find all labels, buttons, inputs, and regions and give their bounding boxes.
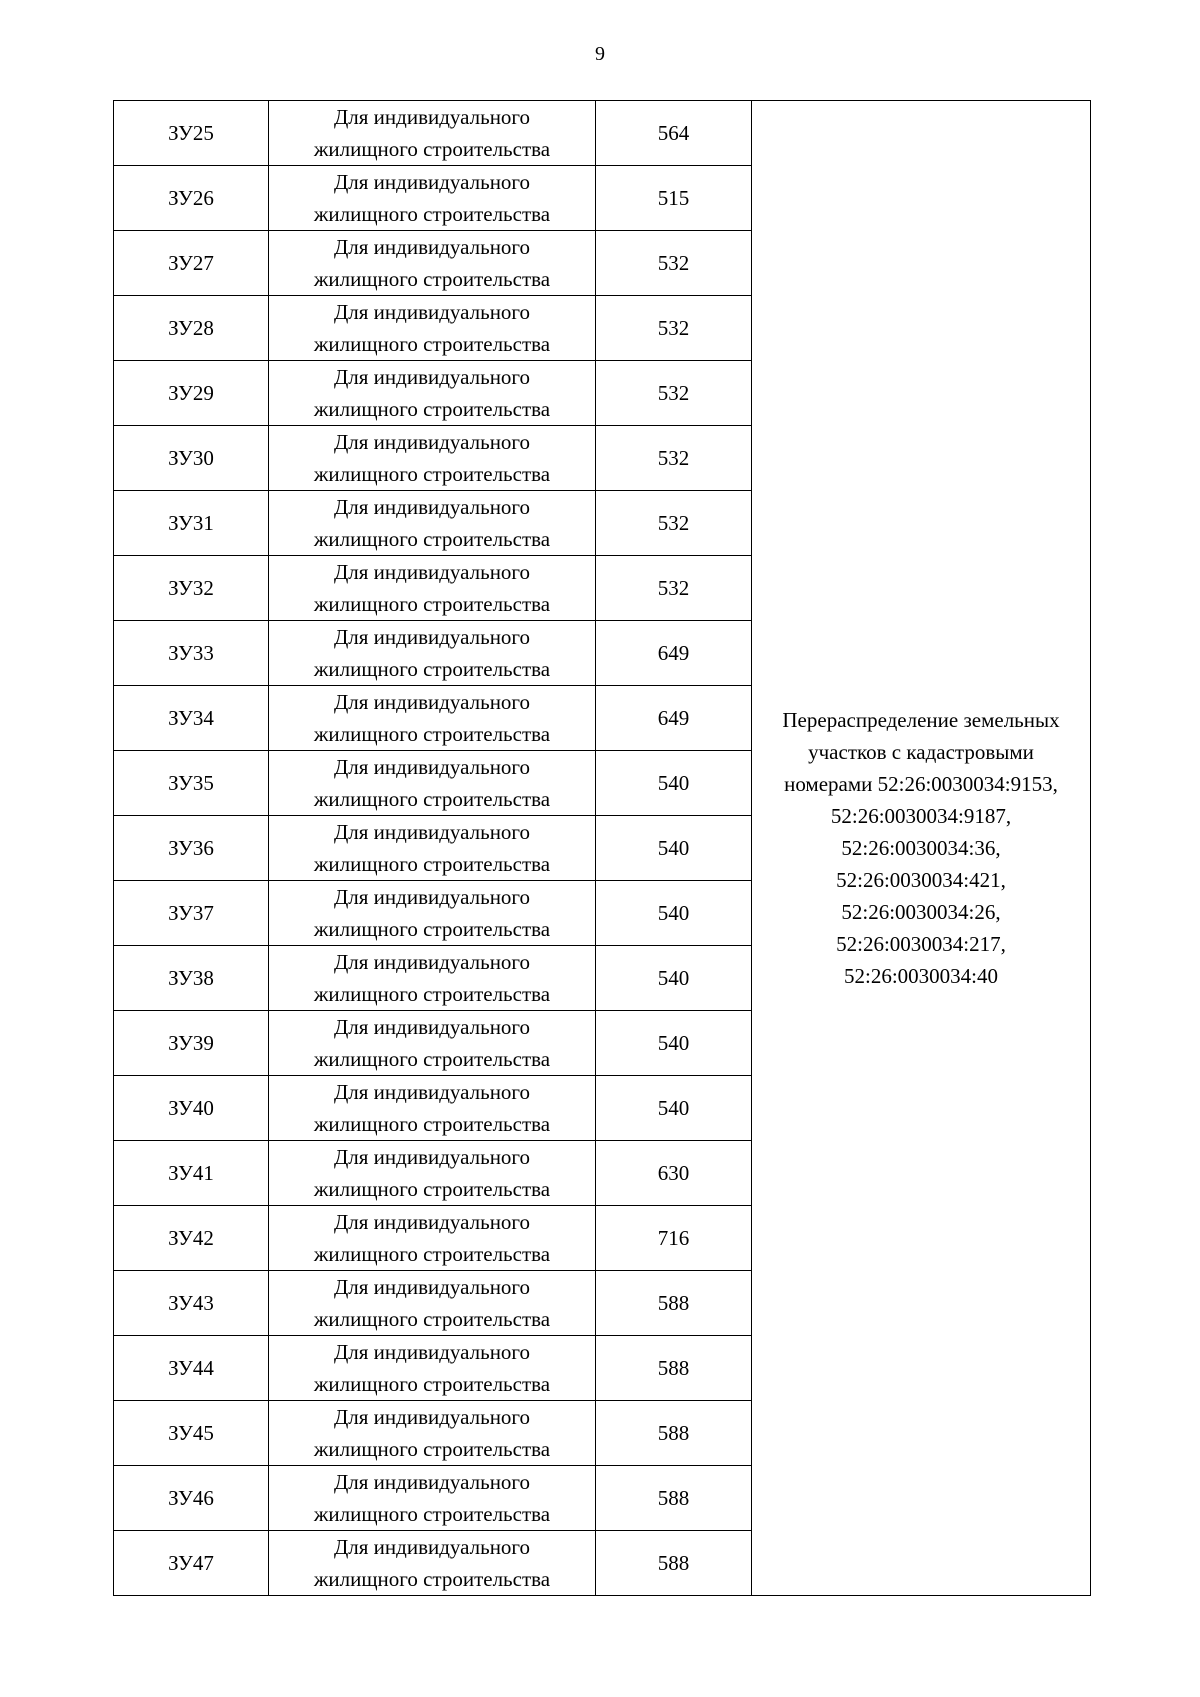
- plot-id-cell: ЗУ27: [114, 231, 269, 296]
- plot-use-line: Для индивидуального: [333, 170, 531, 194]
- plot-id-cell: ЗУ26: [114, 166, 269, 231]
- plot-id-cell: ЗУ29: [114, 361, 269, 426]
- plot-area-cell: 532: [596, 231, 752, 296]
- plot-id-cell: ЗУ25: [114, 101, 269, 166]
- plot-area-cell: 540: [596, 1076, 752, 1141]
- plot-id-cell: ЗУ41: [114, 1141, 269, 1206]
- plot-use-cell: [269, 491, 596, 556]
- plot-id-cell: ЗУ28: [114, 296, 269, 361]
- plot-id-cell: ЗУ38: [114, 946, 269, 1011]
- redistribution-note-line: 52:26:0030034:40: [843, 964, 998, 988]
- plot-use-cell: [269, 1531, 596, 1596]
- plot-id-cell: ЗУ40: [114, 1076, 269, 1141]
- plot-use-line: Для индивидуального: [333, 755, 531, 779]
- plot-use-line: Для индивидуального: [333, 690, 531, 714]
- plot-use-line: Для индивидуального: [333, 1405, 531, 1429]
- plot-use-line: Для индивидуального: [333, 625, 531, 649]
- plot-id-cell: ЗУ37: [114, 881, 269, 946]
- plot-use-line: жилищного строительства: [313, 592, 551, 616]
- redistribution-note-line: 52:26:0030034:217,: [836, 932, 1006, 956]
- plot-use-cell: [269, 101, 596, 166]
- plot-use-cell: [269, 1141, 596, 1206]
- plot-use-line: Для индивидуального: [333, 1210, 531, 1234]
- plot-area-cell: 540: [596, 881, 752, 946]
- plot-use-line: Для индивидуального: [333, 235, 531, 259]
- redistribution-note-line: 52:26:0030034:421,: [836, 868, 1006, 892]
- redistribution-note-line: номерами 52:26:0030034:9153,: [784, 772, 1058, 796]
- plot-area-cell: 716: [596, 1206, 752, 1271]
- page-number: 9: [595, 43, 605, 65]
- plot-area-cell: 588: [596, 1466, 752, 1531]
- plot-use-line: Для индивидуального: [333, 300, 531, 324]
- redistribution-note-line: 52:26:0030034:36,: [841, 836, 1001, 860]
- plot-use-cell: [269, 1076, 596, 1141]
- plot-area-cell: 649: [596, 621, 752, 686]
- plot-area-cell: 532: [596, 426, 752, 491]
- plot-use-cell: [269, 166, 596, 231]
- plot-id-cell: ЗУ43: [114, 1271, 269, 1336]
- plot-use-line: Для индивидуального: [333, 430, 531, 454]
- plot-use-line: жилищного строительства: [313, 982, 551, 1006]
- plot-use-line: Для индивидуального: [333, 365, 531, 389]
- redistribution-note-line: участков с кадастровыми: [808, 740, 1034, 764]
- plot-use-line: Для индивидуального: [333, 1145, 531, 1169]
- plot-use-line: Для индивидуального: [333, 105, 531, 129]
- plot-area-cell: 588: [596, 1401, 752, 1466]
- plot-use-line: жилищного строительства: [313, 267, 551, 291]
- plot-use-line: Для индивидуального: [333, 1470, 531, 1494]
- plot-id-cell: ЗУ30: [114, 426, 269, 491]
- plot-id-cell: ЗУ47: [114, 1531, 269, 1596]
- plot-id-cell: ЗУ33: [114, 621, 269, 686]
- plot-use-cell: [269, 1206, 596, 1271]
- plot-area-cell: 540: [596, 816, 752, 881]
- plot-use-line: Для индивидуального: [333, 1015, 531, 1039]
- plot-use-line: Для индивидуального: [333, 560, 531, 584]
- plot-id-cell: ЗУ34: [114, 686, 269, 751]
- plot-use-cell: [269, 1011, 596, 1076]
- plot-use-line: Для индивидуального: [333, 885, 531, 909]
- plot-use-cell: [269, 621, 596, 686]
- plot-use-line: Для индивидуального: [333, 1340, 531, 1364]
- plot-use-cell: [269, 881, 596, 946]
- plot-use-line: жилищного строительства: [313, 722, 551, 746]
- redistribution-note-line: 52:26:0030034:9187,: [830, 804, 1012, 828]
- plot-id-cell: ЗУ44: [114, 1336, 269, 1401]
- plot-use-line: жилищного строительства: [313, 1177, 551, 1201]
- plot-area-cell: 630: [596, 1141, 752, 1206]
- plot-id-cell: ЗУ32: [114, 556, 269, 621]
- redistribution-note-line: Перераспределение земельных: [782, 708, 1060, 732]
- plot-area-cell: 588: [596, 1271, 752, 1336]
- plot-use-line: Для индивидуального: [333, 950, 531, 974]
- plot-use-cell: [269, 556, 596, 621]
- plot-use-cell: [269, 946, 596, 1011]
- plot-use-line: Для индивидуального: [333, 1080, 531, 1104]
- plot-use-line: жилищного строительства: [313, 332, 551, 356]
- plot-use-cell: [269, 231, 596, 296]
- plot-use-line: жилищного строительства: [313, 657, 551, 681]
- plot-use-line: жилищного строительства: [313, 917, 551, 941]
- plot-use-line: Для индивидуального: [333, 1275, 531, 1299]
- plot-use-line: Для индивидуального: [333, 1535, 531, 1559]
- plot-use-line: жилищного строительства: [313, 1112, 551, 1136]
- plot-area-cell: 540: [596, 1011, 752, 1076]
- plot-use-line: жилищного строительства: [313, 1502, 551, 1526]
- plot-area-cell: 515: [596, 166, 752, 231]
- plot-use-line: Для индивидуального: [333, 820, 531, 844]
- plot-id-cell: ЗУ35: [114, 751, 269, 816]
- plot-use-line: жилищного строительства: [313, 137, 551, 161]
- plot-use-cell: [269, 1336, 596, 1401]
- plot-use-line: жилищного строительства: [313, 787, 551, 811]
- plot-area-cell: 564: [596, 101, 752, 166]
- plot-use-cell: [269, 296, 596, 361]
- plot-use-line: жилищного строительства: [313, 1307, 551, 1331]
- land-plots-table-body: [114, 101, 1091, 1596]
- plot-id-cell: ЗУ46: [114, 1466, 269, 1531]
- plot-use-line: жилищного строительства: [313, 1242, 551, 1266]
- plot-use-line: жилищного строительства: [313, 462, 551, 486]
- plot-use-line: жилищного строительства: [313, 397, 551, 421]
- plot-id-cell: ЗУ39: [114, 1011, 269, 1076]
- plot-area-cell: 588: [596, 1531, 752, 1596]
- plot-area-cell: 532: [596, 361, 752, 426]
- plot-use-cell: [269, 816, 596, 881]
- plot-use-line: жилищного строительства: [313, 1437, 551, 1461]
- plot-area-cell: 532: [596, 296, 752, 361]
- plot-use-line: жилищного строительства: [313, 527, 551, 551]
- plot-area-cell: 532: [596, 556, 752, 621]
- plot-id-cell: ЗУ45: [114, 1401, 269, 1466]
- plot-area-cell: 649: [596, 686, 752, 751]
- plot-use-cell: [269, 1401, 596, 1466]
- plot-use-line: жилищного строительства: [313, 1567, 551, 1591]
- plot-use-cell: [269, 751, 596, 816]
- plot-id-cell: ЗУ42: [114, 1206, 269, 1271]
- plot-use-line: жилищного строительства: [313, 852, 551, 876]
- plot-id-cell: ЗУ31: [114, 491, 269, 556]
- redistribution-note-line: 52:26:0030034:26,: [841, 900, 1001, 924]
- table-row: [114, 101, 1091, 166]
- plot-use-line: Для индивидуального: [333, 495, 531, 519]
- plot-area-cell: 540: [596, 751, 752, 816]
- plot-use-cell: [269, 361, 596, 426]
- plot-area-cell: 532: [596, 491, 752, 556]
- plot-use-cell: [269, 426, 596, 491]
- plot-id-cell: ЗУ36: [114, 816, 269, 881]
- plot-use-cell: [269, 1271, 596, 1336]
- redistribution-note-cell: [752, 101, 1091, 1596]
- plot-use-cell: [269, 1466, 596, 1531]
- land-plots-table: [113, 100, 1091, 1596]
- plot-use-line: жилищного строительства: [313, 202, 551, 226]
- plot-area-cell: 588: [596, 1336, 752, 1401]
- plot-area-cell: 540: [596, 946, 752, 1011]
- plot-use-line: жилищного строительства: [313, 1047, 551, 1071]
- plot-use-cell: [269, 686, 596, 751]
- plot-use-line: жилищного строительства: [313, 1372, 551, 1396]
